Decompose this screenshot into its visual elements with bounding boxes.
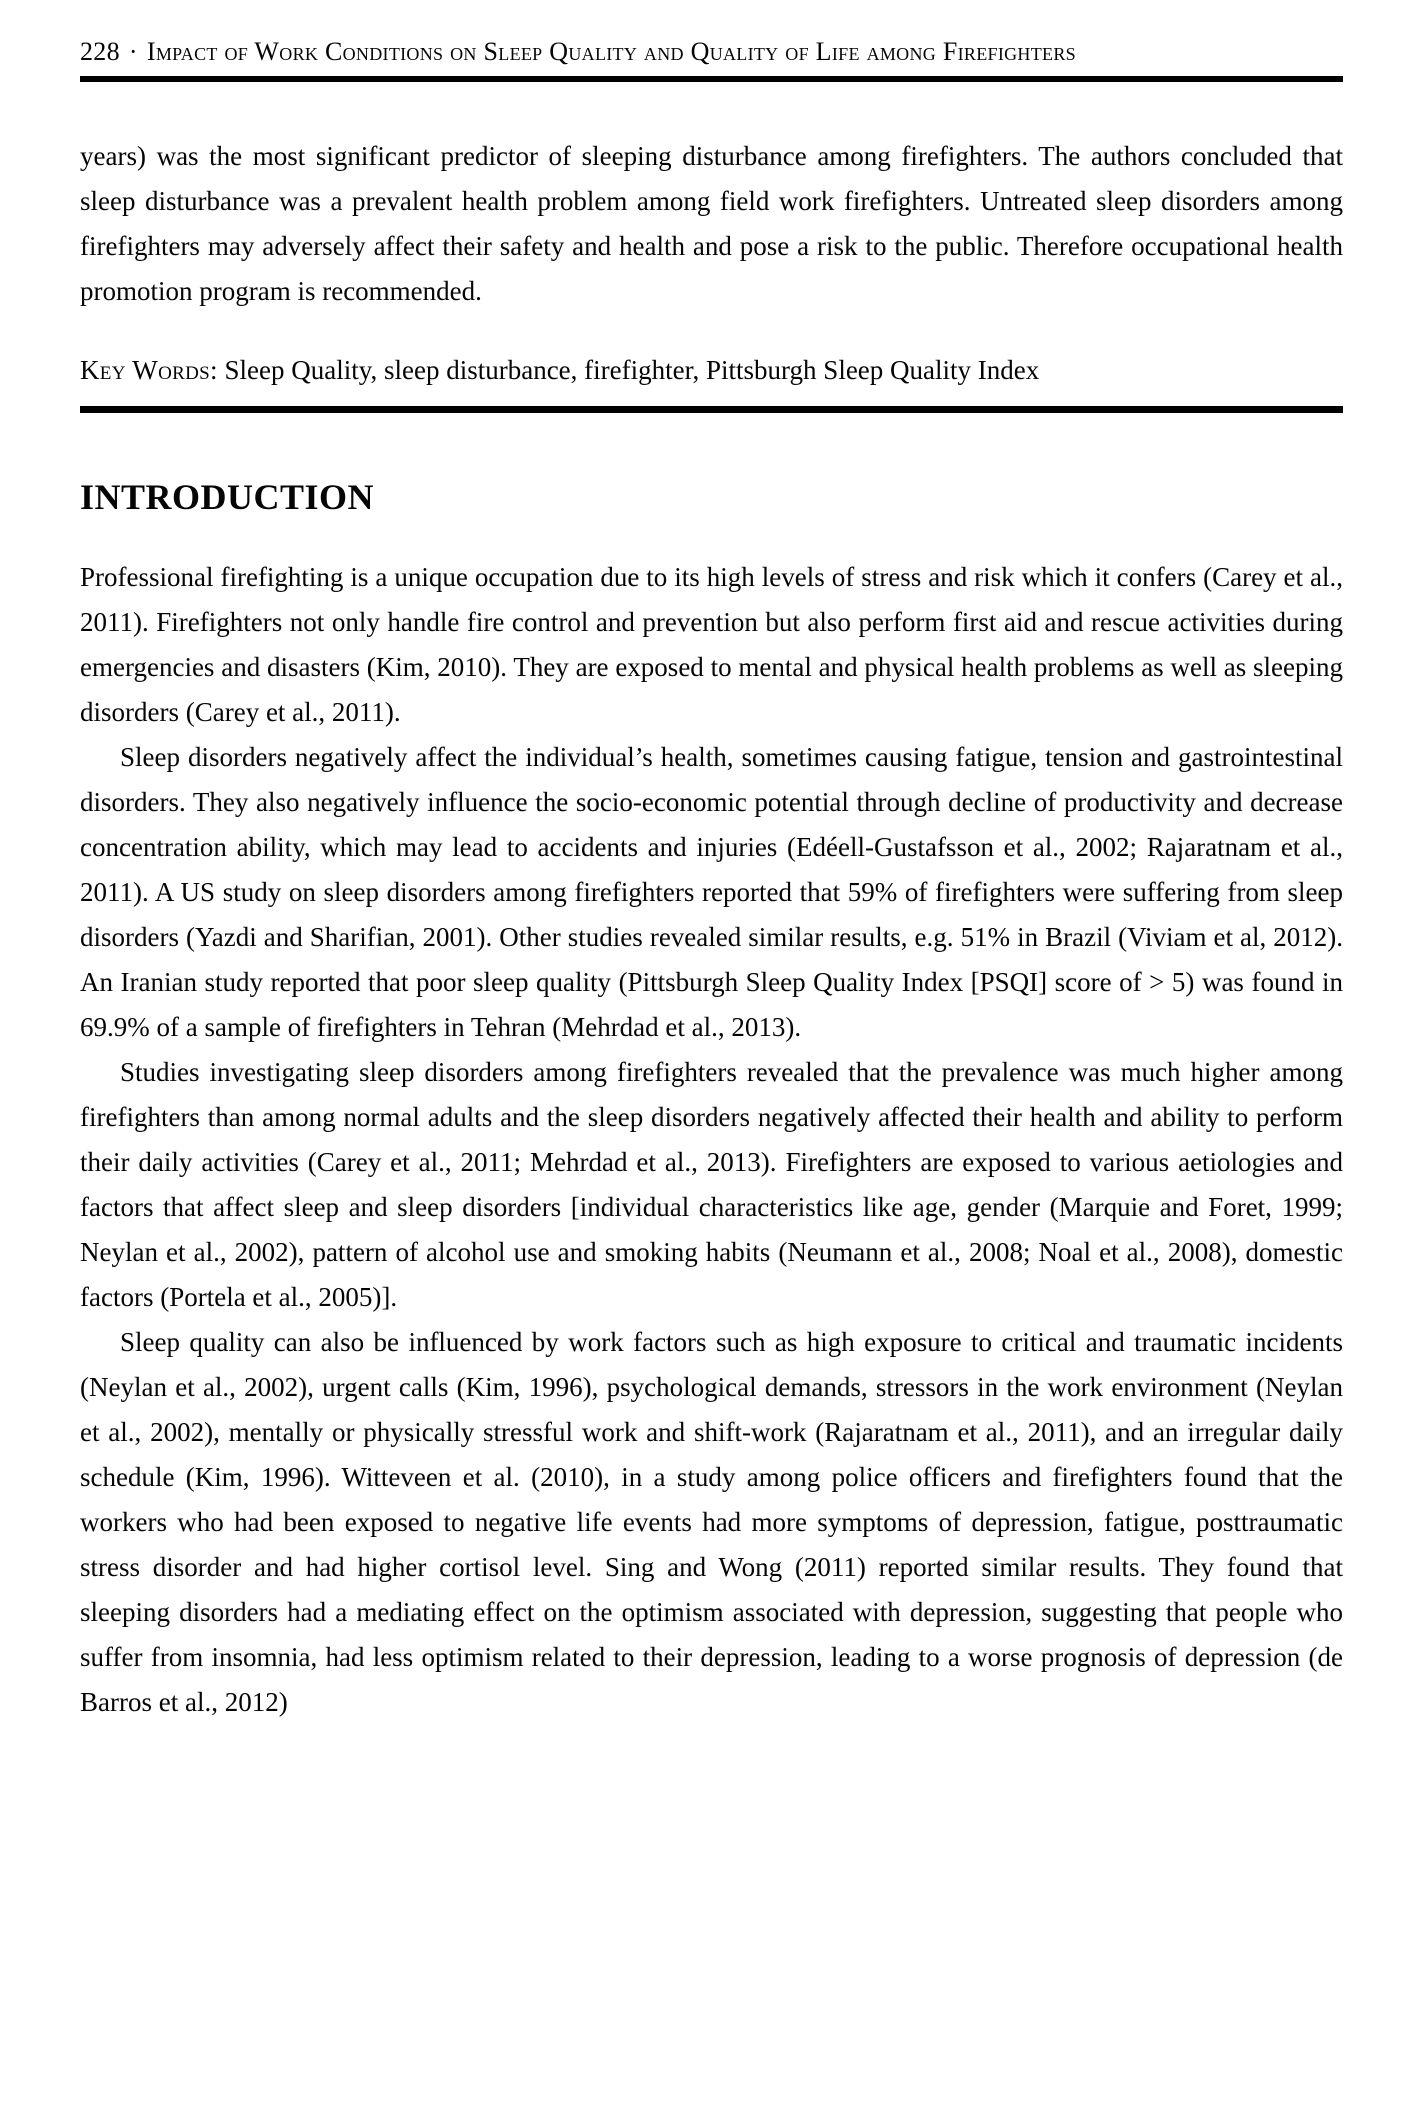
introduction-body: [80, 555, 1343, 1725]
keywords-line: [80, 348, 1343, 393]
header-separator-dot: ·: [128, 37, 138, 66]
paragraph: Professional firefighting is a unique occupation due to its high levels of stress and risk which it confers (Carey et al., 2011). Firefighters not only handle fire control and prevention but also perform first aid and rescue activities during emergencies and disasters (Kim, 2010). They are exposed to mental and physical health problems as well as sleeping disorders (Carey et al., 2011).: [80, 562, 1343, 727]
keywords-rule: [80, 406, 1343, 413]
abstract-continuation-paragraph: years) was the most significant predictor of sleeping disturbance among firefighters. The authors concluded that sleep disturbance was a prevalent health problem among field work firefighters. Untreated sleep disorders among firefighters may adversely affect their safety and health and pose a risk to the public. Therefore occupational health promotion program is recommended.: [80, 141, 1343, 306]
keywords-label: Key Words:: [80, 355, 218, 385]
paragraph: Studies investigating sleep disorders among firefighters revealed that the prevalence was much higher among firefighters than among normal adults and the sleep disorders negatively affected their health and ability to perform their daily activities (Carey et al., 2011; Mehrdad et al., 2013). Firefighters are exposed to various aetiologies and factors that affect sleep and sleep disorders [individual characteristics like age, gender (Marquie and Foret, 1999; Neylan et al., 2002), pattern of alcohol use and smoking habits (Neumann et al., 2008; Noal et al., 2008), domestic factors (Portela et al., 2005)].: [80, 1057, 1343, 1312]
page-number: 228: [80, 37, 120, 66]
page-header: [80, 0, 1343, 70]
paragraph: Sleep disorders negatively affect the individual’s health, sometimes causing fatigue, tension and gastrointestinal disorders. They also negatively influence the socio-economic potential through decline of productivity and decrease concentration ability, which may lead to accidents and injuries (Edéell-Gustafsson et al., 2002; Rajaratnam et al., 2011). A US study on sleep disorders among firefighters reported that 59% of firefighters were suffering from sleep disorders (Yazdi and Sharifian, 2001). Other studies revealed similar results, e.g. 51% in Brazil (Viviam et al, 2012). An Iranian study reported that poor sleep quality (Pittsburgh Sleep Quality Index [PSQI] score of > 5) was found in 69.9% of a sample of firefighters in Tehran (Mehrdad et al., 2013).: [80, 742, 1343, 1042]
paragraph: Sleep quality can also be influenced by work factors such as high exposure to critical and traumatic incidents (Neylan et al., 2002), urgent calls (Kim, 1996), psychological demands, stressors in the work environment (Neylan et al., 2002), mentally or physically stressful work and shift-work (Rajaratnam et al., 2011), and an irregular daily schedule (Kim, 1996). Witteveen et al. (2010), in a study among police officers and firefighters found that the workers who had been exposed to negative life events had more symptoms of depression, fatigue, posttraumatic stress disorder and had higher cortisol level. Sing and Wong (2011) reported similar results. They found that sleeping disorders had a mediating effect on the optimism associated with depression, suggesting that people who suffer from insomnia, had less optimism related to their depression, leading to a worse prognosis of depression (de Barros et al., 2012): [80, 1327, 1343, 1717]
header-rule: [80, 76, 1343, 82]
keywords-value: Sleep Quality, sleep disturbance, firefighter, Pittsburgh Sleep Quality Index: [224, 355, 1040, 385]
section-heading-introduction: INTRODUCTION: [80, 477, 375, 517]
running-title: Impact of Work Conditions on Sleep Quality and Quality of Life among Firefighters: [146, 37, 1076, 66]
